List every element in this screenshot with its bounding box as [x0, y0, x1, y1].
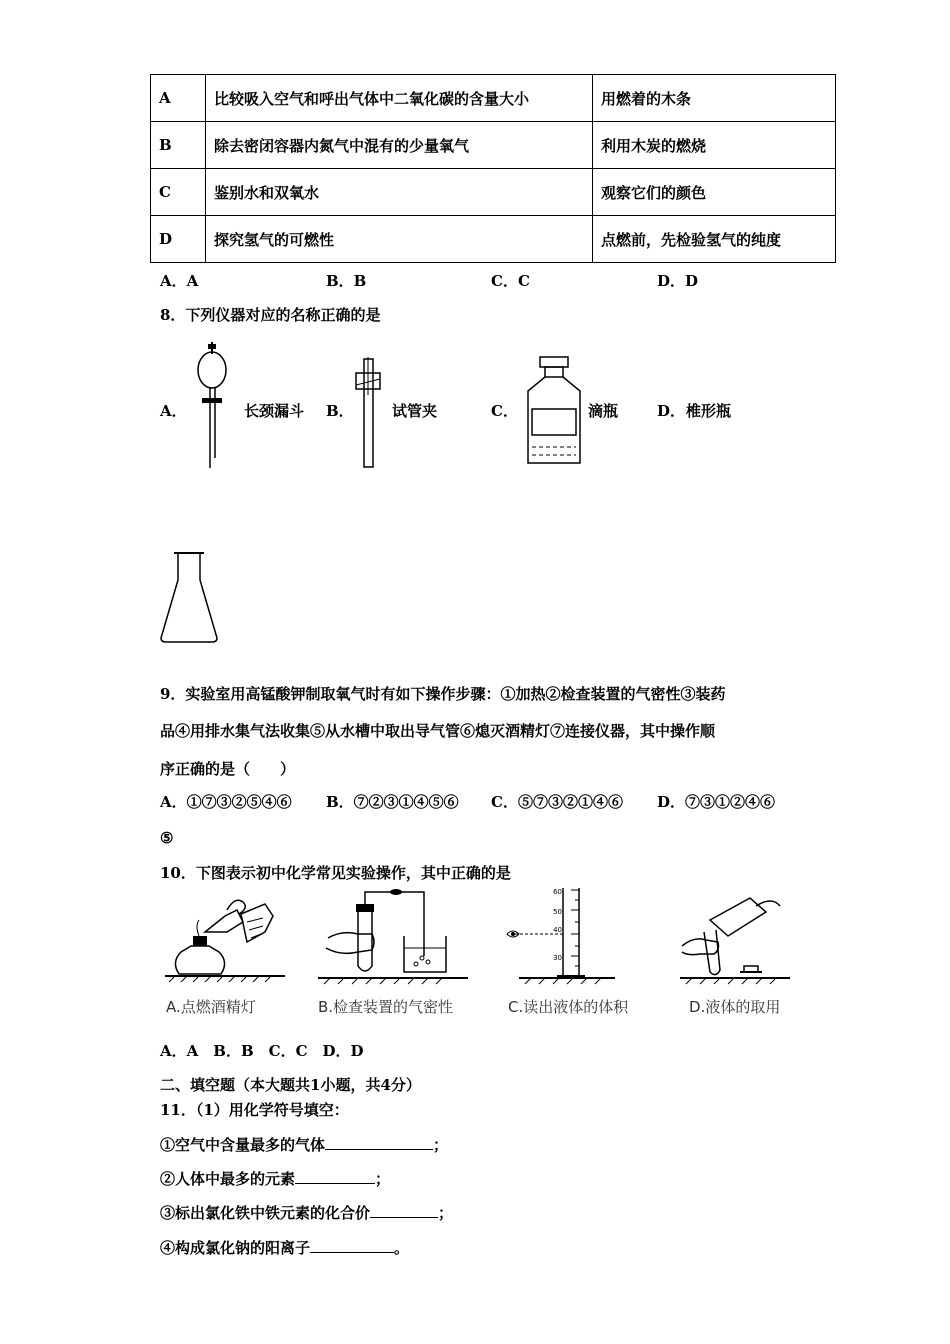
q8-option-b-letter: B．: [326, 402, 354, 420]
q11-item-3-end: ；: [438, 1204, 454, 1222]
q8-option-c-letter: C．: [491, 402, 518, 420]
q9-choice-c: C．⑤⑦③②①④⑥: [491, 793, 623, 811]
section-heading: 二、填空题（本大题共1小题，共4分）: [160, 1076, 421, 1094]
q9-stem-line3: 序正确的是（ ）: [160, 760, 296, 778]
liquid-pouring-figure: [680, 892, 790, 986]
q11-item-3-text: ③标出氯化铁中铁元素的化合价: [160, 1204, 371, 1222]
q8-option-a-letter: A．: [160, 402, 187, 420]
q9-choice-b: B．⑦②③①④⑤⑥: [326, 793, 459, 811]
row-letter: A: [151, 75, 206, 122]
reagent-bottle-icon: [524, 355, 584, 467]
q11-item-2: [160, 1168, 390, 1189]
table-row: [151, 75, 836, 122]
table-row: [151, 216, 836, 263]
q10-choices: A．A B．B C．C D．D: [160, 1042, 364, 1060]
q11-item-4: [160, 1237, 409, 1258]
answer-blank[interactable]: [295, 1169, 375, 1184]
q9-stem-line1: 9．实验室用高锰酸钾制取氧气时有如下操作步骤：①加热②检查装置的气密性③装药: [160, 685, 726, 703]
q10-caption-d: D.液体的取用: [689, 998, 781, 1016]
table-row: [151, 169, 836, 216]
row-method: 点燃前，先检验氢气的纯度: [593, 216, 836, 263]
q11-item-2-end: ；: [375, 1170, 391, 1188]
q11-item-1-text: ①空气中含量最多的气体: [160, 1136, 326, 1154]
q8-stem: 8．下列仪器对应的名称正确的是: [160, 306, 381, 324]
q11-item-4-text: ④构成氯化钠的阳离子: [160, 1239, 311, 1257]
test-tube-holder-icon: [352, 355, 386, 470]
q10-caption-b: B.检查装置的气密性: [318, 998, 454, 1016]
q7-choice-a: A．A: [160, 272, 199, 290]
q8-option-d-name: 椎形瓶: [686, 402, 732, 420]
q8-option-c-name: 滴瓶: [588, 402, 619, 420]
answer-blank[interactable]: [310, 1238, 394, 1253]
graduated-cylinder-figure: [505, 886, 615, 986]
airtightness-check-figure: [318, 886, 468, 986]
q11-item-1: [160, 1134, 448, 1155]
row-purpose: 鉴别水和双氧水: [206, 169, 593, 216]
q7-choice-d: D．D: [657, 272, 699, 290]
q9-stem-line2: 品④用排水集气法收集⑤从水槽中取出导气管⑥熄灭酒精灯⑦连接仪器，其中操作顺: [160, 722, 716, 740]
q7-choice-c: C．C: [491, 272, 530, 290]
q7-choice-b: B．B: [326, 272, 367, 290]
answer-blank[interactable]: [370, 1203, 438, 1218]
q7-options-table: [150, 74, 836, 263]
q11-item-4-end: 。: [394, 1239, 410, 1257]
q8-option-a-name: 长颈漏斗: [244, 402, 305, 420]
scale-tick-40: 40: [553, 926, 562, 934]
q10-caption-c: C.读出液体的体积: [508, 998, 629, 1016]
q8-option-d-letter: D．: [657, 402, 686, 420]
scale-tick-60: 60: [553, 888, 562, 896]
q10-caption-a: A.点燃酒精灯: [166, 998, 256, 1016]
row-letter: B: [151, 122, 206, 169]
row-letter: C: [151, 169, 206, 216]
row-method: 观察它们的颜色: [593, 169, 836, 216]
q11-stem: 11．（1）用化学符号填空：: [160, 1101, 349, 1119]
row-method: 利用木炭的燃烧: [593, 122, 836, 169]
q11-item-1-end: ；: [433, 1136, 449, 1154]
scale-tick-50: 50: [553, 908, 562, 916]
q11-item-3: [160, 1202, 453, 1223]
row-purpose: 探究氢气的可燃性: [206, 216, 593, 263]
q9-choice-d: D．⑦③①②④⑥: [657, 793, 776, 811]
alcohol-lamp-figure: [165, 892, 285, 984]
erlenmeyer-flask-icon: [158, 550, 220, 645]
row-letter: D: [151, 216, 206, 263]
q9-choice-d-overflow: ⑤: [160, 829, 174, 847]
q10-stem: 10．下图表示初中化学常见实验操作，其中正确的是: [160, 864, 511, 882]
q9-choice-a: A．①⑦③②⑤④⑥: [160, 793, 292, 811]
q11-item-2-text: ②人体中最多的元素: [160, 1170, 296, 1188]
q8-option-b-name: 试管夹: [392, 402, 438, 420]
scale-tick-30: 30: [553, 954, 562, 962]
row-method: 用燃着的木条: [593, 75, 836, 122]
row-purpose: 比较吸入空气和呼出气体中二氧化碳的含量大小: [206, 75, 593, 122]
row-purpose: 除去密闭容器内氮气中混有的少量氧气: [206, 122, 593, 169]
table-row: [151, 122, 836, 169]
separatory-funnel-icon: [190, 340, 234, 470]
answer-blank[interactable]: [325, 1135, 433, 1150]
